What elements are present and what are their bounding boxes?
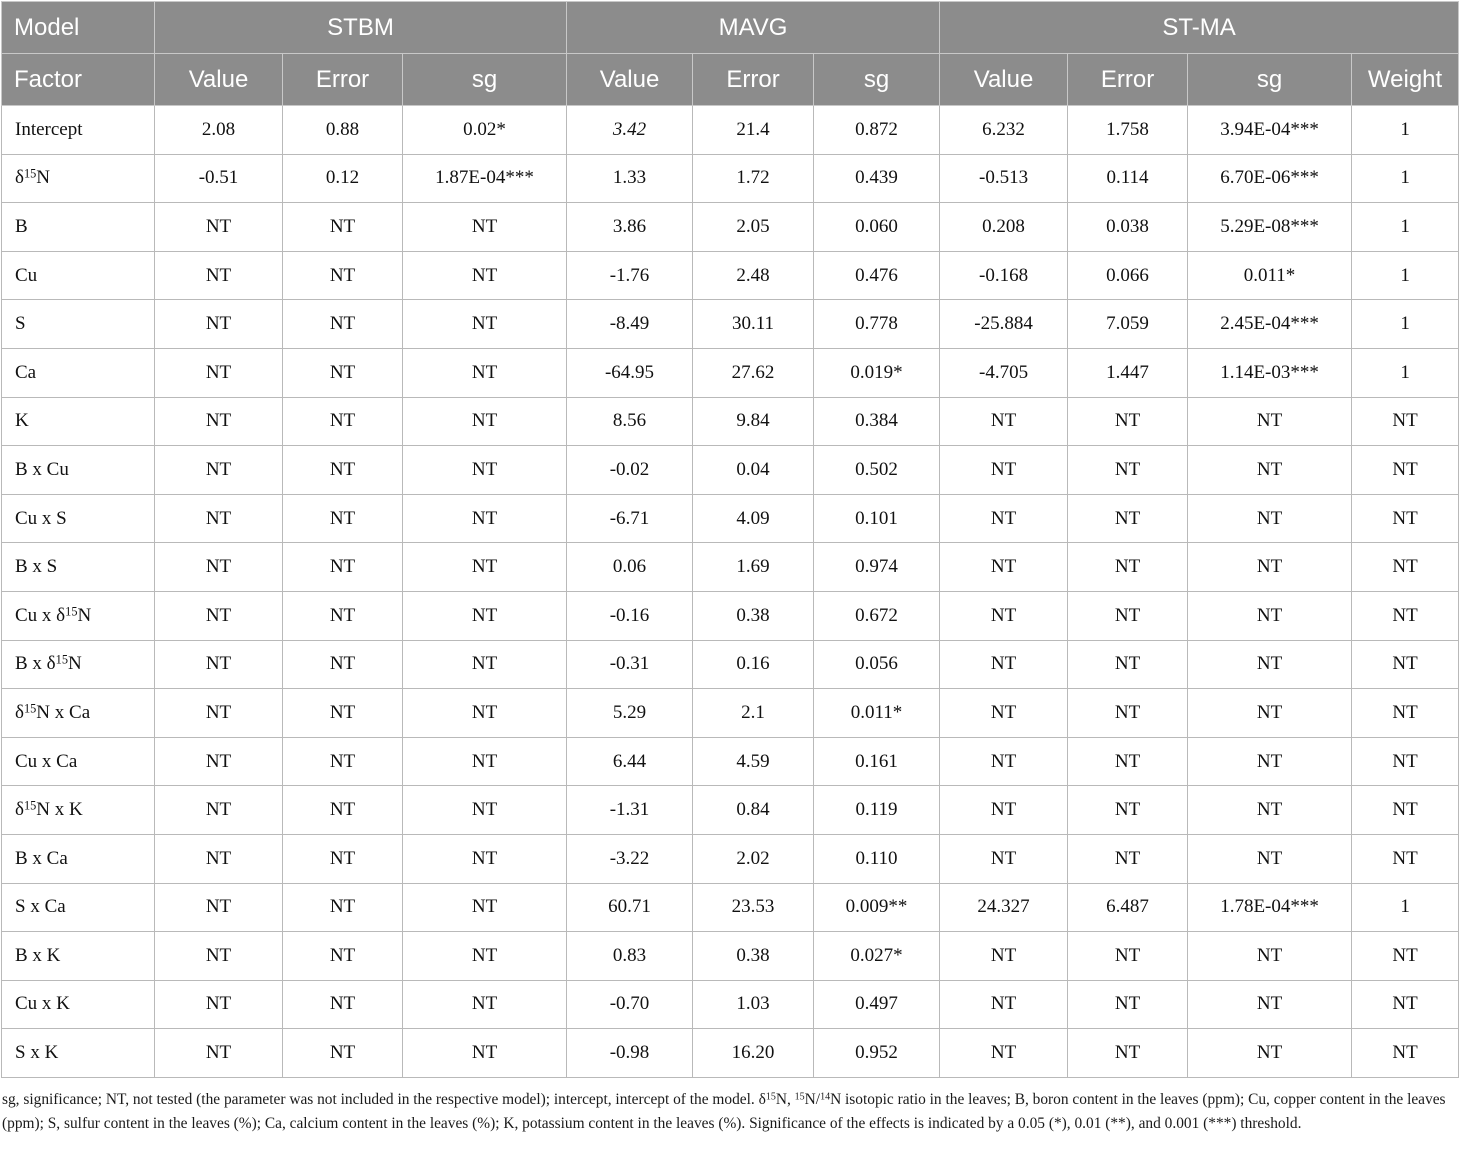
table-row bbox=[2, 980, 1459, 1029]
factor-cell: $\delta^{15}N$ bbox=[2, 154, 155, 203]
table-row bbox=[2, 348, 1459, 397]
value-cell: 30.11 bbox=[693, 300, 814, 349]
value-cell: 0.974 bbox=[814, 543, 940, 592]
value-cell: NT bbox=[1352, 494, 1459, 543]
value-cell: NT bbox=[940, 494, 1068, 543]
value-cell: 1 bbox=[1352, 106, 1459, 155]
factor-cell: B x Ca bbox=[2, 834, 155, 883]
value-cell: NT bbox=[155, 980, 283, 1029]
value-cell: NT bbox=[1068, 397, 1188, 446]
value-cell: 0.110 bbox=[814, 834, 940, 883]
value-cell: NT bbox=[1188, 737, 1352, 786]
value-cell: 0.019* bbox=[814, 348, 940, 397]
value-cell: NT bbox=[1188, 591, 1352, 640]
value-cell: 0.119 bbox=[814, 786, 940, 835]
value-cell: NT bbox=[283, 786, 403, 835]
factor-cell: B x S bbox=[2, 543, 155, 592]
value-cell: NT bbox=[155, 737, 283, 786]
value-cell: NT bbox=[403, 251, 567, 300]
value-cell: NT bbox=[283, 300, 403, 349]
value-cell: 2.48 bbox=[693, 251, 814, 300]
factor-cell: Cu x Ca bbox=[2, 737, 155, 786]
value-cell: NT bbox=[1068, 786, 1188, 835]
value-cell: NT bbox=[283, 689, 403, 738]
factor-cell: K bbox=[2, 397, 155, 446]
table-row bbox=[2, 786, 1459, 835]
value-cell: NT bbox=[1068, 980, 1188, 1029]
value-cell: 1 bbox=[1352, 348, 1459, 397]
value-cell: -8.49 bbox=[567, 300, 693, 349]
value-cell: 6.44 bbox=[567, 737, 693, 786]
value-cell: NT bbox=[1068, 737, 1188, 786]
value-cell: -1.76 bbox=[567, 251, 693, 300]
value-cell: NT bbox=[940, 737, 1068, 786]
value-cell: NT bbox=[403, 348, 567, 397]
value-cell: 0.011* bbox=[1188, 251, 1352, 300]
value-cell: 0.060 bbox=[814, 203, 940, 252]
value-cell: NT bbox=[155, 932, 283, 981]
value-cell: 27.62 bbox=[693, 348, 814, 397]
model-header: Model bbox=[2, 2, 155, 54]
value-cell: NT bbox=[155, 640, 283, 689]
value-cell: 1 bbox=[1352, 251, 1459, 300]
value-cell: NT bbox=[1188, 1029, 1352, 1078]
table-row bbox=[2, 737, 1459, 786]
value-cell: -0.31 bbox=[567, 640, 693, 689]
col-header: Value bbox=[940, 54, 1068, 106]
value-cell: 1.14E-03*** bbox=[1188, 348, 1352, 397]
value-cell: 60.71 bbox=[567, 883, 693, 932]
value-cell: NT bbox=[283, 932, 403, 981]
factor-cell: Cu bbox=[2, 251, 155, 300]
value-cell: NT bbox=[155, 786, 283, 835]
value-cell: NT bbox=[283, 834, 403, 883]
value-cell: 1 bbox=[1352, 203, 1459, 252]
value-cell: NT bbox=[155, 883, 283, 932]
table-row bbox=[2, 446, 1459, 495]
value-cell: 0.16 bbox=[693, 640, 814, 689]
table-row bbox=[2, 154, 1459, 203]
table-row bbox=[2, 203, 1459, 252]
value-cell: 0.872 bbox=[814, 106, 940, 155]
value-cell: 1.447 bbox=[1068, 348, 1188, 397]
value-cell: NT bbox=[1068, 494, 1188, 543]
col-header: Weight bbox=[1352, 54, 1459, 106]
factor-cell: B x $\delta^{15}N$ bbox=[2, 640, 155, 689]
value-cell: NT bbox=[1068, 591, 1188, 640]
value-cell: 0.114 bbox=[1068, 154, 1188, 203]
table-row bbox=[2, 251, 1459, 300]
col-header: Error bbox=[283, 54, 403, 106]
value-cell: NT bbox=[283, 980, 403, 1029]
value-cell: NT bbox=[403, 640, 567, 689]
value-cell: -0.51 bbox=[155, 154, 283, 203]
value-cell: NT bbox=[1188, 932, 1352, 981]
value-cell: NT bbox=[403, 689, 567, 738]
value-cell: NT bbox=[1068, 1029, 1188, 1078]
factor-cell: B x Cu bbox=[2, 446, 155, 495]
value-cell: -6.71 bbox=[567, 494, 693, 543]
value-cell: 2.08 bbox=[155, 106, 283, 155]
value-cell: -0.16 bbox=[567, 591, 693, 640]
value-cell: 0.83 bbox=[567, 932, 693, 981]
value-cell: 0.066 bbox=[1068, 251, 1188, 300]
table-row bbox=[2, 883, 1459, 932]
value-cell: 0.02* bbox=[403, 106, 567, 155]
value-cell: NT bbox=[1068, 640, 1188, 689]
value-cell: 0.38 bbox=[693, 932, 814, 981]
value-cell: 6.70E-06*** bbox=[1188, 154, 1352, 203]
value-cell: NT bbox=[155, 494, 283, 543]
table-footnote: sg, significance; NT, not tested (the parameter was not included in the respective model); intercept, intercept of the model. $\delta^{15}N$, $^{15}$N/$^{14}$N isotopic ratio in the leaves; B, boron content in the leaves (ppm); Cu, copper content in the leaves (ppm); S, sulfur content in the leaves (%); Ca, calcium content in the leaves (%); K, potassium content in the leaves (%). Significance of the effects is indicated by a 0.05 (*), 0.01 (**), and 0.001 (***) threshold. bbox=[2, 1091, 1446, 1132]
factor-cell: B bbox=[2, 203, 155, 252]
value-cell: NT bbox=[1352, 834, 1459, 883]
col-header: Error bbox=[693, 54, 814, 106]
value-cell: 1.03 bbox=[693, 980, 814, 1029]
value-cell: 0.027* bbox=[814, 932, 940, 981]
value-cell: NT bbox=[940, 932, 1068, 981]
value-cell: NT bbox=[403, 1029, 567, 1078]
value-cell: NT bbox=[940, 397, 1068, 446]
value-cell: NT bbox=[283, 397, 403, 446]
table-row bbox=[2, 834, 1459, 883]
value-cell: NT bbox=[283, 883, 403, 932]
table-row bbox=[2, 591, 1459, 640]
value-cell: NT bbox=[1352, 446, 1459, 495]
col-header: Value bbox=[567, 54, 693, 106]
value-cell: NT bbox=[1352, 591, 1459, 640]
regression-table bbox=[1, 1, 1459, 1078]
value-cell: NT bbox=[1352, 640, 1459, 689]
value-cell: NT bbox=[155, 348, 283, 397]
value-cell: 1 bbox=[1352, 883, 1459, 932]
value-cell: NT bbox=[1352, 980, 1459, 1029]
value-cell: -0.98 bbox=[567, 1029, 693, 1078]
value-cell: NT bbox=[403, 883, 567, 932]
table-row bbox=[2, 494, 1459, 543]
value-cell: NT bbox=[403, 494, 567, 543]
value-cell: NT bbox=[1068, 543, 1188, 592]
table-row bbox=[2, 640, 1459, 689]
table-body bbox=[2, 106, 1459, 1078]
value-cell: NT bbox=[155, 543, 283, 592]
value-cell: NT bbox=[283, 251, 403, 300]
value-cell: 6.232 bbox=[940, 106, 1068, 155]
value-cell: 0.384 bbox=[814, 397, 940, 446]
value-cell: 0.04 bbox=[693, 446, 814, 495]
table-row bbox=[2, 689, 1459, 738]
value-cell: NT bbox=[940, 980, 1068, 1029]
value-cell: NT bbox=[403, 446, 567, 495]
value-cell: 0.672 bbox=[814, 591, 940, 640]
value-cell: 7.059 bbox=[1068, 300, 1188, 349]
value-cell: -64.95 bbox=[567, 348, 693, 397]
value-cell: 4.09 bbox=[693, 494, 814, 543]
value-cell: NT bbox=[403, 786, 567, 835]
col-header: Error bbox=[1068, 54, 1188, 106]
value-cell: NT bbox=[155, 251, 283, 300]
value-cell: 0.011* bbox=[814, 689, 940, 738]
value-cell: NT bbox=[940, 543, 1068, 592]
value-cell: NT bbox=[403, 203, 567, 252]
value-cell: NT bbox=[1352, 543, 1459, 592]
value-cell: NT bbox=[155, 591, 283, 640]
value-cell: NT bbox=[283, 494, 403, 543]
value-cell: NT bbox=[1188, 397, 1352, 446]
value-cell: NT bbox=[940, 834, 1068, 883]
value-cell: 5.29 bbox=[567, 689, 693, 738]
group-header-stbm: STBM bbox=[155, 2, 567, 54]
value-cell: 2.45E-04*** bbox=[1188, 300, 1352, 349]
table-row bbox=[2, 932, 1459, 981]
factor-cell: Intercept bbox=[2, 106, 155, 155]
col-header: sg bbox=[814, 54, 940, 106]
value-cell: NT bbox=[155, 300, 283, 349]
value-cell: NT bbox=[1188, 980, 1352, 1029]
value-cell: 1.87E-04*** bbox=[403, 154, 567, 203]
value-cell: 0.497 bbox=[814, 980, 940, 1029]
group-header-st-ma: ST-MA bbox=[940, 2, 1459, 54]
value-cell: NT bbox=[940, 591, 1068, 640]
value-cell: 1 bbox=[1352, 300, 1459, 349]
value-cell: NT bbox=[403, 397, 567, 446]
col-header: Value bbox=[155, 54, 283, 106]
table-row bbox=[2, 106, 1459, 155]
factor-cell: S bbox=[2, 300, 155, 349]
value-cell: -3.22 bbox=[567, 834, 693, 883]
value-cell: NT bbox=[283, 591, 403, 640]
value-cell: 1.758 bbox=[1068, 106, 1188, 155]
value-cell: 0.009** bbox=[814, 883, 940, 932]
value-cell: 0.778 bbox=[814, 300, 940, 349]
value-cell: 0.038 bbox=[1068, 203, 1188, 252]
value-cell: 0.161 bbox=[814, 737, 940, 786]
value-cell: 0.88 bbox=[283, 106, 403, 155]
value-cell: 5.29E-08*** bbox=[1188, 203, 1352, 252]
value-cell: 24.327 bbox=[940, 883, 1068, 932]
value-cell: 0.439 bbox=[814, 154, 940, 203]
value-cell: 0.84 bbox=[693, 786, 814, 835]
value-cell: 16.20 bbox=[693, 1029, 814, 1078]
value-cell: 23.53 bbox=[693, 883, 814, 932]
value-cell: 0.056 bbox=[814, 640, 940, 689]
factor-cell: Cu x S bbox=[2, 494, 155, 543]
value-cell: NT bbox=[403, 300, 567, 349]
factor-cell: Ca bbox=[2, 348, 155, 397]
value-cell: -0.513 bbox=[940, 154, 1068, 203]
value-cell: 1.78E-04*** bbox=[1188, 883, 1352, 932]
value-cell: NT bbox=[940, 1029, 1068, 1078]
value-cell: -25.884 bbox=[940, 300, 1068, 349]
value-cell: 6.487 bbox=[1068, 883, 1188, 932]
value-cell: 2.02 bbox=[693, 834, 814, 883]
value-cell: NT bbox=[155, 1029, 283, 1078]
table-row bbox=[2, 543, 1459, 592]
factor-cell: Cu x K bbox=[2, 980, 155, 1029]
value-cell: NT bbox=[155, 397, 283, 446]
value-cell: NT bbox=[1068, 689, 1188, 738]
value-cell: 0.101 bbox=[814, 494, 940, 543]
value-cell: 0.208 bbox=[940, 203, 1068, 252]
group-header-mavg: MAVG bbox=[567, 2, 940, 54]
value-cell: -1.31 bbox=[567, 786, 693, 835]
factor-header: Factor bbox=[2, 54, 155, 106]
value-cell: NT bbox=[1068, 834, 1188, 883]
value-cell: NT bbox=[1188, 543, 1352, 592]
value-cell: 0.12 bbox=[283, 154, 403, 203]
value-cell: 1.33 bbox=[567, 154, 693, 203]
value-cell: 3.86 bbox=[567, 203, 693, 252]
value-cell: 1.69 bbox=[693, 543, 814, 592]
value-cell: NT bbox=[940, 640, 1068, 689]
value-cell: NT bbox=[283, 737, 403, 786]
value-cell: 1.72 bbox=[693, 154, 814, 203]
value-cell: 0.502 bbox=[814, 446, 940, 495]
value-cell: 8.56 bbox=[567, 397, 693, 446]
value-cell: 0.06 bbox=[567, 543, 693, 592]
table-row bbox=[2, 397, 1459, 446]
value-cell: NT bbox=[155, 203, 283, 252]
value-cell: -4.705 bbox=[940, 348, 1068, 397]
table-row bbox=[2, 1029, 1459, 1078]
value-cell: NT bbox=[1068, 446, 1188, 495]
factor-cell: S x Ca bbox=[2, 883, 155, 932]
value-cell: NT bbox=[1352, 397, 1459, 446]
value-cell: NT bbox=[155, 834, 283, 883]
value-cell: NT bbox=[1068, 932, 1188, 981]
value-cell: NT bbox=[403, 591, 567, 640]
value-cell: NT bbox=[1188, 494, 1352, 543]
value-cell: NT bbox=[403, 932, 567, 981]
value-cell: NT bbox=[283, 640, 403, 689]
value-cell: NT bbox=[403, 737, 567, 786]
value-cell: 3.42 bbox=[567, 106, 693, 155]
header-row-models bbox=[2, 2, 1459, 54]
value-cell: -0.02 bbox=[567, 446, 693, 495]
value-cell: NT bbox=[155, 446, 283, 495]
value-cell: 3.94E-04*** bbox=[1188, 106, 1352, 155]
value-cell: 0.476 bbox=[814, 251, 940, 300]
value-cell: NT bbox=[283, 543, 403, 592]
value-cell: NT bbox=[1352, 932, 1459, 981]
value-cell: NT bbox=[1352, 737, 1459, 786]
factor-cell: S x K bbox=[2, 1029, 155, 1078]
value-cell: 1 bbox=[1352, 154, 1459, 203]
value-cell: NT bbox=[1352, 689, 1459, 738]
value-cell: NT bbox=[1352, 1029, 1459, 1078]
value-cell: NT bbox=[155, 689, 283, 738]
factor-cell: $\delta^{15}N$ x K bbox=[2, 786, 155, 835]
value-cell: 9.84 bbox=[693, 397, 814, 446]
value-cell: NT bbox=[940, 446, 1068, 495]
value-cell: NT bbox=[1188, 834, 1352, 883]
header-row-columns bbox=[2, 54, 1459, 106]
value-cell: 0.38 bbox=[693, 591, 814, 640]
table-row bbox=[2, 300, 1459, 349]
value-cell: NT bbox=[1352, 786, 1459, 835]
value-cell: NT bbox=[283, 446, 403, 495]
value-cell: NT bbox=[940, 786, 1068, 835]
value-cell: 2.05 bbox=[693, 203, 814, 252]
value-cell: 4.59 bbox=[693, 737, 814, 786]
value-cell: -0.168 bbox=[940, 251, 1068, 300]
value-cell: 0.952 bbox=[814, 1029, 940, 1078]
factor-cell: $\delta^{15}N$ x Ca bbox=[2, 689, 155, 738]
value-cell: NT bbox=[1188, 786, 1352, 835]
value-cell: NT bbox=[1188, 640, 1352, 689]
value-cell: NT bbox=[283, 348, 403, 397]
value-cell: NT bbox=[283, 203, 403, 252]
col-header: sg bbox=[403, 54, 567, 106]
value-cell: NT bbox=[403, 834, 567, 883]
col-header: sg bbox=[1188, 54, 1352, 106]
value-cell: NT bbox=[403, 980, 567, 1029]
factor-cell: Cu x $\delta^{15}N$ bbox=[2, 591, 155, 640]
value-cell: NT bbox=[940, 689, 1068, 738]
value-cell: 21.4 bbox=[693, 106, 814, 155]
value-cell: NT bbox=[1188, 446, 1352, 495]
value-cell: -0.70 bbox=[567, 980, 693, 1029]
value-cell: NT bbox=[403, 543, 567, 592]
factor-cell: B x K bbox=[2, 932, 155, 981]
value-cell: 2.1 bbox=[693, 689, 814, 738]
value-cell: NT bbox=[1188, 689, 1352, 738]
value-cell: NT bbox=[283, 1029, 403, 1078]
